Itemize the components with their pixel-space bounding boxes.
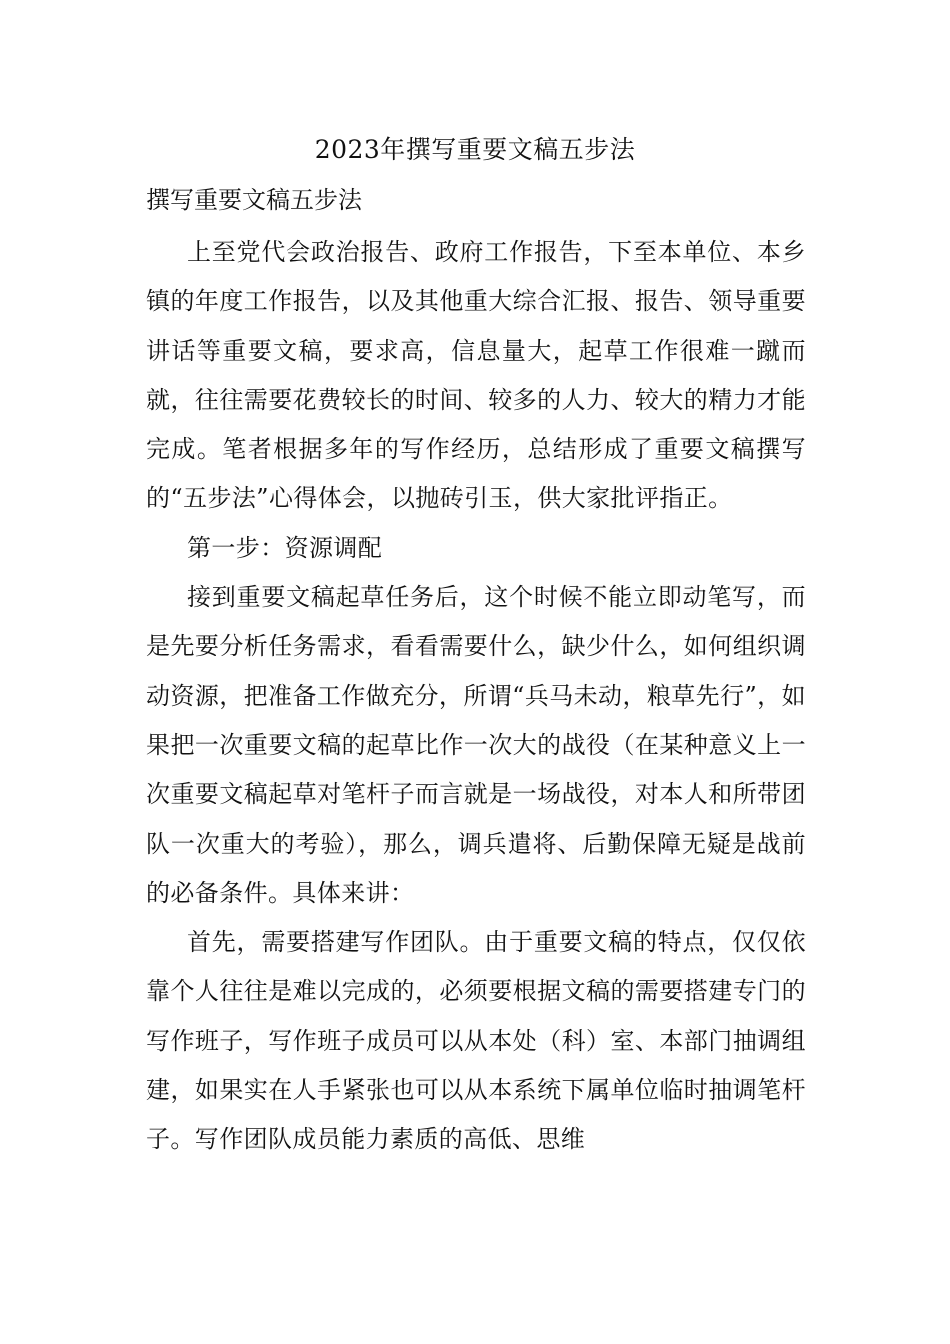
paragraph-intro: 上至党代会政治报告、政府工作报告，下至本单位、本乡镇的年度工作报告，以及其他重大综合汇报、报告、领导重要讲话等重要文稿，要求高，信息量大，起草工作很难一蹴而就，往往需要花费较长的时间、较多的人力、较大的精力才能完成。笔者根据多年的写作经历，总结形成了重要文稿撰写的“五步法”心得体会，以抛砖引玉，供大家批评指正。 — [146, 238, 806, 513]
document-subtitle: 撰写重要文稿五步法 — [146, 186, 362, 214]
section-heading-step-one: 第一步：资源调配 — [187, 533, 383, 562]
paragraph-step-one: 接到重要文稿起草任务后，这个时候不能立即动笔写，而是先要分析任务需求，看看需要什么，缺少什么，如何组织调动资源，把准备工作做充分，所谓“兵马未动，粮草先行”，如果把一次重要文稿的起草比作一次大的战役（在某种意义上一次重要文稿起草对笔杆子而言就是一场战役，对本人和所带团队一次重大的考验），那么，调兵遣将、后勤保障无疑是战前的必备条件。具体来讲： — [146, 583, 806, 907]
document-title: 2023年撰写重要文稿五步法 — [314, 135, 636, 164]
document-body — [146, 228, 806, 1165]
paragraph-team: 首先，需要搭建写作团队。由于重要文稿的特点，仅仅依靠个人往往是难以完成的，必须要根据文稿的需要搭建专门的写作班子，写作班子成员可以从本处（科）室、本部门抽调组建，如果实在人手紧张也可以从本系统下属单位临时抽调笔杆子。写作团队成员能力素质的高低、思维 — [146, 928, 806, 1154]
